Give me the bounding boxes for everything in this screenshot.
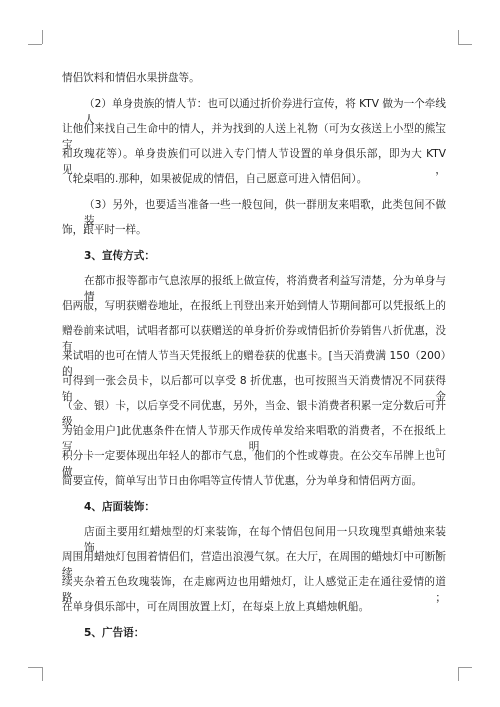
text-line: 店面主要用红蜡烛型的灯来装饰，在每个情侣包间用一只玫瑰型真蜡烛来装饰， <box>84 526 446 554</box>
text-line: 为铂金用户]此优惠条件在情人节那天作成传单发给来唱歌的消费者，不在报纸上写明。 <box>62 425 446 453</box>
text-line: 侣两版，写明获赠卷地址，在报纸上刊登出来开始到情人节期间都可以凭报纸上的 <box>62 300 446 312</box>
text-line: 简要宣传，简单写出节日由你唱等宣传情人节优惠，分为单身和情侣两方面。 <box>62 475 423 487</box>
text-line: 在单身俱乐部中，可在周围放置上灯，在每桌上放上真蜡烛帆船。 <box>62 601 370 613</box>
text-line: 来试唱的也可在情人节当天凭报纸上的赠卷获的优惠卡。[当天消费满 150（200）的 <box>62 350 446 378</box>
text-line: （轮桌唱的.那种，如果被促成的情侣，自己愿意可进入情侣间）。 <box>62 173 368 185</box>
text-line: 和玫瑰花等）。单身贵族们可以进入专门情人节设置的单身俱乐部，即为大 KTV 见， <box>62 148 446 176</box>
text-line: （金、银）卡，以后享受不同优惠，另外，当金、银卡消费者积累一定分数后可升级 <box>62 400 446 428</box>
text-line: （2）单身贵族的情人节：也可以通过折价券进行宣传，将 KTV 做为一个牵线人， <box>84 98 446 126</box>
text-line: 让他们来找自己生命中的情人，并为找到的人送上礼物（可为女孩送上小型的熊宝宝 <box>62 123 446 151</box>
text-line: 续夹杂着五色玫瑰装饰，在走廊两边也用蜡烛灯，让人感觉正走在通往爱情的道路； <box>62 576 446 604</box>
text-line: 可得到一张会员卡，以后都可以享受 8 折优惠，也可按照当天消费情况不同获得铂金 <box>62 375 446 403</box>
section-heading: 5、广告语： <box>84 627 145 639</box>
text-line: （3）另外，也要适当准备一些一般包间，供一群朋友来唱歌，此类包间不做装 <box>84 199 446 227</box>
text-line: 赠卷前来试唱，试唱者都可以获赠送的单身折价券或情侣折价券销售八折优惠，没有 <box>62 325 446 353</box>
text-line: 情侣饮料和情侣水果拼盘等。 <box>62 72 200 84</box>
text-line: 饰，跟平时一样。 <box>62 224 147 236</box>
text-line: 积分卡一定要体现出年轻人的都市气息，他们的个性或尊贵。在公交车吊牌上也可做 <box>62 450 446 478</box>
text-line: 周围用蜡烛灯包围着情侣们，营造出浪漫气氛。在大厅，在周围的蜡烛灯中可断断续 <box>62 551 446 579</box>
text-line: 在都市报等都市气息浓厚的报纸上做宣传，将消费者利益写清楚，分为单身与情 <box>84 275 446 303</box>
section-heading: 4、店面装饰： <box>84 501 155 513</box>
section-heading: 3、宣传方式： <box>84 250 155 262</box>
